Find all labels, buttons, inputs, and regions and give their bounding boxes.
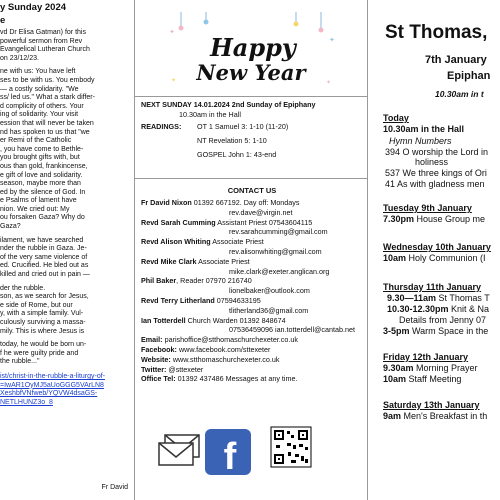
- parish-title: St Thomas,: [385, 22, 488, 43]
- season-subtitle: Epiphan: [447, 70, 491, 82]
- info-column: [134, 0, 368, 500]
- contact-line: [141, 325, 363, 335]
- sermon-line: der the rubble.: [0, 284, 46, 292]
- contact-line: [141, 237, 363, 247]
- contact-detail: tlitherland36@gmail.com: [229, 305, 309, 315]
- sermon-line: killed and cried out in pain —: [0, 271, 90, 279]
- contact-detail: Associate Priest: [210, 237, 264, 247]
- contact-detail: 01392 667192. Day off: Mondays: [191, 198, 300, 207]
- event: 9am Men's Breakfast in th: [383, 411, 488, 421]
- reading-nt: NT Revelation 5: 1-10: [197, 136, 267, 145]
- contact-detail: lionelbaker@outlook.com: [229, 286, 310, 296]
- contact-line: [141, 227, 363, 237]
- contact-line: [141, 306, 363, 316]
- contact-detail: rev.dave@virgin.net: [229, 207, 293, 217]
- sermon-subheading: e: [0, 15, 6, 26]
- event: 10.30-12.30pm Knit & Na: [387, 304, 490, 314]
- sermon-line: you brought gifts with, but: [0, 154, 80, 162]
- sermon-line: , you have come to Bethle-: [0, 145, 84, 153]
- contact-detail: rev.sarahcumming@gmail.com: [229, 227, 328, 237]
- sermon-line: Gaza?: [0, 223, 21, 231]
- sermon-line: vd Dr Elisa Gatman) for this: [0, 29, 86, 36]
- sermon-line: ou forsaken Gaza? Why do: [0, 214, 85, 222]
- contact-detail: rev.alisonwhiting@gmail.com: [229, 246, 322, 256]
- contact-detail: 07594633195: [214, 295, 261, 305]
- svg-text:✦: ✦: [171, 78, 177, 84]
- contact-detail: mike.clark@exeter.anglican.org: [229, 266, 330, 276]
- sermon-line: ne with us: You have left: [0, 68, 76, 76]
- contact-name: Revd Alison Whiting: [141, 237, 211, 247]
- sermon-link[interactable]: XeshbfVNfweb/YQVW4dsaGS-: [0, 390, 98, 398]
- contact-line: [141, 374, 363, 384]
- contact-name: Ian Totterdell: [141, 315, 186, 325]
- contact-name: Email:: [141, 335, 163, 345]
- sermon-line: e Psalms of lament have: [0, 197, 77, 205]
- sermon-heading: y Sunday 2024: [0, 2, 67, 13]
- svg-text:f: f: [223, 436, 237, 478]
- sermon-line: d complicity of others. Your: [0, 102, 84, 110]
- contact-name: Phil Baker: [141, 276, 177, 286]
- hymn-2: 537 We three kings of Ori: [385, 168, 487, 178]
- contact-line: [141, 316, 363, 326]
- sermon-line: ession that will never be taken: [0, 119, 94, 127]
- day-label: Friday 12th January: [383, 352, 469, 362]
- svg-text:✦: ✦: [326, 80, 332, 86]
- contact-line: [141, 257, 363, 267]
- sermon-link[interactable]: ist/christ-in-the-rubble-a-liturgy-of-: [0, 372, 106, 380]
- ornament-icon: [204, 20, 209, 25]
- facebook-icon: [205, 429, 251, 478]
- sermon-line: ses to be with us. You embody: [0, 76, 95, 84]
- hymns-label: Hymn Numbers: [389, 136, 452, 146]
- contact-detail: Church Warden 01392 848674: [185, 315, 286, 325]
- contacts-title: CONTACT US: [227, 186, 277, 195]
- sermon-column: [0, 0, 130, 500]
- ornament-icon: [294, 22, 299, 27]
- banner-text-happy: Happy: [210, 33, 296, 62]
- contact-detail: 01392 437486 Messages at any time.: [175, 374, 298, 384]
- contact-line: [141, 218, 363, 228]
- sermon-line: — a costly solidarity. "We: [0, 85, 79, 93]
- contact-name: Revd Sarah Cumming: [141, 217, 216, 227]
- sermon-line: ed by the silence of God. In: [0, 188, 86, 196]
- contact-line: [141, 296, 363, 306]
- svg-text:✦: ✦: [329, 37, 335, 44]
- day-label: Saturday 13th January: [383, 400, 480, 410]
- sermon-line: nd has spoken to us that "we: [0, 128, 90, 136]
- sermon-line: of the very same violence of: [0, 253, 88, 261]
- next-sunday: NEXT SUNDAY 14.01.2024 2nd Sunday of Epiphany: [141, 100, 316, 109]
- event: 10am Staff Meeting: [383, 374, 462, 384]
- event: 10am Holy Communion (I: [383, 253, 486, 263]
- sermon-links: [0, 373, 130, 407]
- service-time-subtitle: 10.30am in t: [435, 89, 484, 99]
- contact-line: [141, 345, 363, 355]
- sermon-line: ing of solidarity. Your visit: [0, 111, 79, 119]
- sermon-line: on 23/12/23.: [0, 54, 39, 62]
- event: 9.30—11am St Thomas T: [387, 293, 490, 303]
- sermon-line: son, as we search for Jesus,: [0, 293, 89, 301]
- contact-line: [141, 355, 363, 365]
- banner-text-new-year: New Year: [196, 60, 306, 85]
- reading-gospel: GOSPEL John 1: 43-end: [197, 150, 277, 159]
- sermon-text: [0, 29, 130, 367]
- next-venue: 10.30am in the Hall: [179, 110, 241, 119]
- happy-new-year-banner: [161, 12, 341, 98]
- sermon-link[interactable]: =IwAR1OyMJ5aUoGGG5VArLN8: [0, 381, 104, 389]
- sermon-line: e side of Rome, but our: [0, 301, 73, 309]
- contact-line: [141, 247, 363, 257]
- divider: [135, 178, 367, 179]
- sermon-line: nder the rubble in Gaza. Je-: [0, 245, 87, 253]
- contact-detail: www.facebook.com/sttexeter: [176, 344, 271, 354]
- today-label: Today: [383, 113, 409, 123]
- contact-line: [141, 286, 363, 296]
- sermon-line: today, he would be born un-: [0, 341, 87, 349]
- sermon-line: ilament, we have searched: [0, 236, 84, 244]
- reading-ot: OT 1 Samuel 3: 1-10 (11-20): [197, 122, 289, 131]
- contact-detail: , Reader 07970 216740: [176, 276, 252, 286]
- day-label: Thursday 11th January: [383, 282, 482, 292]
- sermon-line: culously surviving a massa-: [0, 319, 86, 326]
- contact-name: Twitter:: [141, 364, 167, 374]
- contact-name: Revd Mike Clark: [141, 256, 197, 266]
- sermon-link[interactable]: NETLHUNZ3o_8: [0, 398, 53, 406]
- contact-line: [141, 276, 363, 286]
- contact-line: [141, 198, 363, 208]
- qr-code-icon: [271, 427, 311, 467]
- sermon-line: ss/ led us." What a stark differ-: [0, 94, 95, 102]
- contact-name: Facebook:: [141, 344, 177, 354]
- contact-detail: 07536459096 ian.totterdell@cantab.net: [229, 325, 355, 335]
- date-subtitle: 7th January: [425, 54, 487, 66]
- sermon-line: nion. We cried out: My: [0, 205, 70, 213]
- day-label: Tuesday 9th January: [383, 203, 472, 213]
- contact-name: Revd Terry Litherland: [141, 295, 215, 305]
- contact-name: Office Tel:: [141, 374, 176, 384]
- sermon-line: f he were guilty pride and: [0, 349, 79, 357]
- day-label: Wednesday 10th January: [383, 242, 491, 252]
- hymn-3: 41 As with gladness men: [385, 179, 485, 189]
- sermon-line: y, with a simple family. Vul-: [0, 310, 84, 318]
- contact-line: [141, 335, 363, 345]
- event: 3-5pm Warm Space in the: [383, 326, 489, 336]
- sermon-line: mily. This is where Jesus is: [0, 327, 85, 335]
- sermon-line: er Remi of the Catholic: [0, 137, 72, 145]
- event: Details from Jenny 07: [399, 315, 487, 325]
- event: 7.30pm House Group me: [383, 214, 486, 224]
- today-time: 10.30am in the Hall: [383, 124, 465, 134]
- contact-line: [141, 267, 363, 277]
- envelope-icon: [159, 435, 199, 465]
- divider: [135, 96, 367, 97]
- contact-name: Website:: [141, 354, 171, 364]
- sermon-line: Evangelical Lutheran Church: [0, 46, 90, 54]
- contact-detail: Assistant Priest 07543604115: [215, 217, 313, 227]
- contact-detail: @sttexeter: [166, 364, 204, 374]
- contact-name: Fr David Nixon: [141, 198, 192, 207]
- contact-detail: Associate Priest: [196, 256, 250, 266]
- contact-detail: www.stthomaschurchexeter.co.uk: [170, 354, 280, 364]
- svg-text:✦: ✦: [169, 29, 175, 36]
- sermon-line: ed. Crucified. He bled out as: [0, 262, 89, 270]
- contacts-block: [141, 186, 363, 384]
- contact-detail: parishoffice@stthomaschurchexeter.co.uk: [162, 335, 298, 345]
- sermon-line: the rubble...": [0, 358, 40, 366]
- sermon-signoff: Fr David: [101, 484, 128, 491]
- ornament-icon: [179, 26, 184, 31]
- sermon-line: powerful sermon from Rev: [0, 37, 83, 45]
- schedule-column: [375, 0, 500, 500]
- sermon-line: season, maybe more than: [0, 180, 81, 188]
- readings-label: READINGS:: [141, 122, 182, 131]
- contact-icons: [135, 425, 367, 485]
- hymn-1: 394 O worship the Lord in: [385, 147, 489, 157]
- ornament-icon: [319, 28, 324, 33]
- event: 9.30am Morning Prayer: [383, 363, 478, 373]
- contact-line: [141, 365, 363, 375]
- sermon-line: ous than gold, frankincense,: [0, 162, 88, 170]
- sermon-line: e gift of love and solidarity.: [0, 171, 83, 179]
- hymn-1-cont: holiness: [415, 157, 449, 167]
- contact-line: [141, 208, 363, 218]
